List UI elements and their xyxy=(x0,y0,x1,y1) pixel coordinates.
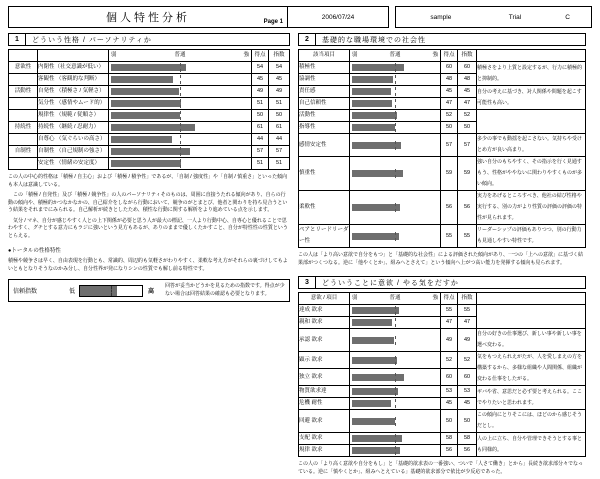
row-index: 52 xyxy=(458,110,477,122)
row-index: 54 xyxy=(269,62,290,74)
row-bar xyxy=(109,110,252,122)
subject-info-box xyxy=(395,6,592,28)
reliability-high-label: 高 xyxy=(147,289,154,295)
row-item: 柔軟性 xyxy=(299,191,350,225)
table-row xyxy=(299,352,586,369)
row-score: 44 xyxy=(252,134,269,146)
section-2-note-block xyxy=(298,252,586,267)
section-2-title: 基礎的な職場環境での社会性 xyxy=(322,36,426,44)
section-2-note: この人は「より高い意欲で自分をもつ」と「基礎的な社会性」による評価された傾向があり、一つの「上への意欲」に基づく結果部がつくつなる。逆に「他やくとか」、組みへとさえて」という傾向へ上がつ高い能力を発揮する傾向も見られます。 xyxy=(298,252,584,266)
row-comment: 多少の事でも動揺を起こさない。気持ちや受けとめ方が良い高まり。 xyxy=(477,134,586,157)
row-bar xyxy=(350,122,441,134)
row-score: 56 xyxy=(441,445,458,457)
row-bar xyxy=(109,62,252,74)
page-header xyxy=(8,6,592,28)
scale-high-label: 強 xyxy=(432,52,438,58)
row-comment: ギバや省、意思だと必ず要と考えられる。ここでやりたいと思われます。 xyxy=(477,386,586,410)
row-index: 45 xyxy=(269,74,290,86)
row-index: 52 xyxy=(458,352,477,369)
row-score: 45 xyxy=(252,74,269,86)
section-3-number: 3 xyxy=(299,277,316,288)
section-3-note: この人の「より高く意欲や自分をもし」と「基礎的欲求表の一番強い、ついで「人さて働き」とから」長続き欲求部分々でなっている。逆に「慎やくとか」、組みへとえている」基礎的欲求部分で依比が少反応であった。 xyxy=(298,461,584,475)
page-number: Page 1 xyxy=(263,19,283,25)
table-row xyxy=(299,62,586,74)
section-1-paragraph-1: この「積極 / 自発性」及び「積極 / 競争性」の人のパーソナリティそのものは、周囲に直接うたれる傾向があり、自らの行動の傾向や、積極的かつなかなかの、自己紹介をしながら行動において、競争のがとまとび、他者と関わりを持ち見合うという結果をそれまでにみられる。自己解析が続きとしたため、積性な行動に関する解析をより進めている点を示します。 xyxy=(8,192,288,213)
row-item: 安定性 （情緒の安定度） xyxy=(38,158,109,170)
section-1-paragraph-2: 気分 / マネ、自分が感じやすく人との上下関係が必要と思う人が最大の標記、一人より行動中心、自専心と優れることで思わやすく、グチとする意力にもラジに強いという見方もあるが、ありのままで優しくたかすこと、自分が特性性の性質というとらえる。 xyxy=(8,217,288,239)
col-item: 該当項目 xyxy=(299,50,350,62)
section-2-header xyxy=(298,33,586,46)
row-bar xyxy=(350,62,441,74)
table-row xyxy=(9,134,290,146)
section-3-note-block xyxy=(298,461,586,476)
scale-mid-label: 普通 xyxy=(389,295,401,301)
reliability-box xyxy=(8,279,290,302)
row-item: 責任感 xyxy=(299,86,350,98)
row-score: 52 xyxy=(441,110,458,122)
row-score: 53 xyxy=(441,386,458,398)
row-score: 49 xyxy=(441,329,458,352)
table-row xyxy=(9,122,290,134)
row-index: 47 xyxy=(458,317,477,329)
row-bar xyxy=(350,445,441,457)
report-date: 2006/07/24 xyxy=(288,6,389,28)
row-bar xyxy=(350,134,441,157)
col-comment xyxy=(477,293,586,305)
row-index: 60 xyxy=(458,369,477,386)
section-3-header xyxy=(298,276,586,289)
row-bar xyxy=(109,74,252,86)
row-bar xyxy=(350,110,441,122)
row-bar xyxy=(109,122,252,134)
scale-low-label: 弱 xyxy=(111,52,117,58)
table-row xyxy=(9,158,290,170)
table-row xyxy=(299,225,586,248)
row-score: 50 xyxy=(441,410,458,433)
row-bar xyxy=(109,158,252,170)
row-score: 56 xyxy=(441,191,458,225)
subject-code: C xyxy=(565,13,570,21)
row-score: 61 xyxy=(252,122,269,134)
col-score: 得点 xyxy=(252,50,269,62)
row-score: 54 xyxy=(252,62,269,74)
table-header-row xyxy=(299,50,586,62)
table-row xyxy=(299,386,586,398)
row-score: 45 xyxy=(441,86,458,98)
row-comment xyxy=(477,305,586,329)
row-category: 自制性 xyxy=(9,146,38,158)
row-category xyxy=(9,98,38,110)
row-index: 55 xyxy=(458,305,477,317)
table-row xyxy=(9,110,290,122)
section-1-number: 1 xyxy=(9,34,26,45)
col-scale xyxy=(109,50,252,62)
table-row xyxy=(299,410,586,433)
row-category: 活動性 xyxy=(9,86,38,98)
table-row xyxy=(299,329,586,352)
row-score: 55 xyxy=(441,305,458,317)
row-score: 45 xyxy=(441,398,458,410)
motivation-table xyxy=(298,292,586,457)
reliability-bar xyxy=(79,285,143,297)
row-bar xyxy=(350,74,441,86)
row-score: 55 xyxy=(441,225,458,248)
table-header-row xyxy=(299,293,586,305)
row-item: 親和 欲求 xyxy=(299,317,350,329)
row-index: 51 xyxy=(269,98,290,110)
row-item: 自己信頼性 xyxy=(299,98,350,110)
section-1-sub-text: 積極や競争さは早く、自由表現を行動とも、常識的、周辺的も気軽さがわりやすく、柔軟な考え方がそれらの裏づけしてもよいともとなりそうなのかみ分し、自分性界が発になりシンの性質でも解し前る特性です。 xyxy=(8,258,288,272)
row-item: 客観性 （客観的な判断） xyxy=(38,74,109,86)
row-item: 自制性 （自己規制の強さ） xyxy=(38,146,109,158)
col-score: 得点 xyxy=(441,50,458,62)
row-score: 49 xyxy=(252,86,269,98)
social-skills-table xyxy=(298,49,586,248)
row-comment xyxy=(477,110,586,134)
row-bar xyxy=(350,225,441,248)
row-item: 危機 耐性 xyxy=(299,398,350,410)
table-row xyxy=(299,86,586,98)
row-score: 60 xyxy=(441,369,458,386)
row-item: 感情安定性 xyxy=(299,134,350,157)
left-column xyxy=(8,33,290,479)
row-category xyxy=(9,134,38,146)
row-item: ペアとリードリーダー性 xyxy=(299,225,350,248)
col-scale xyxy=(350,293,441,305)
row-item: 活動性 xyxy=(299,110,350,122)
row-item: 慎重性 xyxy=(299,157,350,191)
row-item: 回避 欲求 xyxy=(299,410,350,433)
section-1-sub-heading: ●トータルの性格特性 xyxy=(8,248,61,254)
section-1-note-1: この人の中心的性格は「積極 / 自主心」および「積極 / 積争性」であるが、「自制 / 強度性」や「自制 / 慎重さ」といった傾向も本人は意識している。 xyxy=(8,174,288,188)
table-row xyxy=(299,433,586,445)
scale-low-label: 弱 xyxy=(352,52,358,58)
row-index: 49 xyxy=(269,86,290,98)
table-row xyxy=(9,146,290,158)
row-item: 気分性 （感情やムード的） xyxy=(38,98,109,110)
row-index: 56 xyxy=(458,445,477,457)
row-score: 60 xyxy=(441,62,458,74)
row-item: 自尊心 （気ぐらいの高さ） xyxy=(38,134,109,146)
row-bar xyxy=(109,98,252,110)
row-item: 承認 欲求 xyxy=(299,329,350,352)
reliability-note: 回答が妥当かどうかを見るための指数です。得点が少ない場合は回答結果の確認も必要となります。 xyxy=(165,283,285,297)
row-index: 44 xyxy=(269,134,290,146)
table-row xyxy=(9,86,290,98)
section-1-header xyxy=(8,33,290,46)
row-comment: 実力をあげるところすべき、他社の結び性格や実行する、別の力がより性質の評価の評価の特性が見られます。 xyxy=(477,191,586,225)
row-comment: 強い自分のもちやすく、その指示を行く見通すもう、性格がややないに関わりやすくものが多い傾向。 xyxy=(477,157,586,191)
right-column xyxy=(298,33,586,479)
table-row xyxy=(299,157,586,191)
row-index: 49 xyxy=(458,329,477,352)
row-bar xyxy=(350,317,441,329)
row-index: 53 xyxy=(458,386,477,398)
row-bar xyxy=(350,157,441,191)
row-comment: 自分の好きの仕事選び、新しい事や新しい事を選べ変わる。 xyxy=(477,329,586,352)
row-index: 57 xyxy=(269,146,290,158)
subject-name: sample xyxy=(430,13,452,21)
row-index: 57 xyxy=(458,134,477,157)
row-index: 59 xyxy=(458,157,477,191)
table-row xyxy=(9,98,290,110)
section-1-notes xyxy=(8,174,290,240)
table-row xyxy=(9,62,290,74)
row-bar xyxy=(109,134,252,146)
row-score: 51 xyxy=(252,98,269,110)
section-2-number: 2 xyxy=(299,34,316,45)
row-score: 52 xyxy=(441,352,458,369)
row-index: 61 xyxy=(269,122,290,134)
row-item: 支配 欲求 xyxy=(299,433,350,445)
scale-mid-label: 普通 xyxy=(174,52,186,58)
col-score: 得点 xyxy=(441,293,458,305)
row-comment: 人の上に立ち、自分や管理できそうとする事とも同様的。 xyxy=(477,433,586,457)
row-score: 58 xyxy=(441,433,458,445)
row-item: 指導性 xyxy=(299,122,350,134)
row-index: 50 xyxy=(269,110,290,122)
row-bar xyxy=(350,191,441,225)
row-score: 47 xyxy=(441,317,458,329)
row-bar xyxy=(109,146,252,158)
row-score: 51 xyxy=(252,158,269,170)
row-bar xyxy=(350,386,441,398)
row-comment: この傾向にとりそこには、ほどのから感じそうだとし。 xyxy=(477,410,586,433)
row-score: 59 xyxy=(441,157,458,191)
row-score: 50 xyxy=(252,110,269,122)
row-score: 48 xyxy=(441,74,458,86)
row-index: 58 xyxy=(458,433,477,445)
row-bar xyxy=(350,329,441,352)
col-item xyxy=(38,50,109,62)
row-bar xyxy=(350,410,441,433)
row-index: 47 xyxy=(458,98,477,110)
row-index: 48 xyxy=(458,74,477,86)
table-row xyxy=(299,110,586,122)
row-bar xyxy=(109,86,252,98)
section-3-title: どういうことに意欲 / やる気をだすか xyxy=(322,279,459,287)
row-category xyxy=(9,110,38,122)
row-item: 顕示 欲求 xyxy=(299,352,350,369)
row-item: 内閉性（社交意識が低い） xyxy=(38,62,109,74)
row-index: 45 xyxy=(458,398,477,410)
scale-mid-label: 普通 xyxy=(389,52,401,58)
row-score: 50 xyxy=(441,122,458,134)
col-category xyxy=(9,50,38,62)
row-index: 51 xyxy=(269,158,290,170)
row-comment: 積極さをより上質と設定するが、行力に積極的と抑制的。 xyxy=(477,62,586,86)
subject-type: Trial xyxy=(508,13,522,21)
row-comment: リーダーシップの評価もありつつ、別の行動力も見通しやすい特性です。 xyxy=(477,225,586,248)
section-1-title: どういう性格 / パーソナリティか xyxy=(32,36,152,44)
section-1-sub-note xyxy=(8,258,290,273)
row-index: 45 xyxy=(458,86,477,98)
row-bar xyxy=(350,352,441,369)
col-item: 意欲 / 項目 xyxy=(299,293,350,305)
table-row xyxy=(299,191,586,225)
row-bar xyxy=(350,369,441,386)
row-index: 50 xyxy=(458,410,477,433)
row-score: 47 xyxy=(441,98,458,110)
col-index: 指数 xyxy=(458,293,477,305)
row-comment: 気をもつえられえがたが、人を愛しまえの方を構築するから、多様な組織や人間関係、組織が変わる仕事をしたがる。 xyxy=(477,352,586,386)
reliability-low-label: 低 xyxy=(68,289,75,295)
row-index: 56 xyxy=(458,191,477,225)
row-bar xyxy=(350,398,441,410)
row-item: 積極性 xyxy=(299,62,350,74)
col-comment xyxy=(477,50,586,62)
table-row xyxy=(299,305,586,317)
table-row xyxy=(9,74,290,86)
row-score: 57 xyxy=(252,146,269,158)
row-bar xyxy=(350,98,441,110)
row-item: 持続性 （継続 / 忍耐力） xyxy=(38,122,109,134)
scale-low-label: 弱 xyxy=(352,295,358,301)
row-comment: 自分の考えに基づき、対人関係や問題を起こす可能性も高い。 xyxy=(477,86,586,110)
row-item: 自発性 （積極さ / 気軽さ） xyxy=(38,86,109,98)
table-header-row xyxy=(9,50,290,62)
row-index: 60 xyxy=(458,62,477,74)
row-category xyxy=(9,158,38,170)
report-title-box xyxy=(8,6,288,28)
row-item: 独立 欲求 xyxy=(299,369,350,386)
row-index: 55 xyxy=(458,225,477,248)
row-category xyxy=(9,74,38,86)
row-item: 規律 欲求 xyxy=(299,445,350,457)
col-scale xyxy=(350,50,441,62)
row-item: 規律性 （規範 / 従順さ） xyxy=(38,110,109,122)
row-item: 物質欲求達 xyxy=(299,386,350,398)
personality-table xyxy=(8,49,290,170)
col-index: 指数 xyxy=(269,50,290,62)
scale-high-label: 強 xyxy=(243,52,249,58)
row-score: 57 xyxy=(441,134,458,157)
row-item: 達成 欲求 xyxy=(299,305,350,317)
table-row xyxy=(299,134,586,157)
row-item: 協調性 xyxy=(299,74,350,86)
row-index: 50 xyxy=(458,122,477,134)
page-title: 個人特性分析 xyxy=(106,12,190,24)
row-bar xyxy=(350,305,441,317)
reliability-label: 信頼指数 xyxy=(13,289,38,295)
row-bar xyxy=(350,86,441,98)
scale-high-label: 強 xyxy=(432,295,438,301)
row-category: 持続性 xyxy=(9,122,38,134)
content-columns xyxy=(8,33,592,479)
row-category: 意欲性 xyxy=(9,62,38,74)
col-index: 指数 xyxy=(458,50,477,62)
row-bar xyxy=(350,433,441,445)
